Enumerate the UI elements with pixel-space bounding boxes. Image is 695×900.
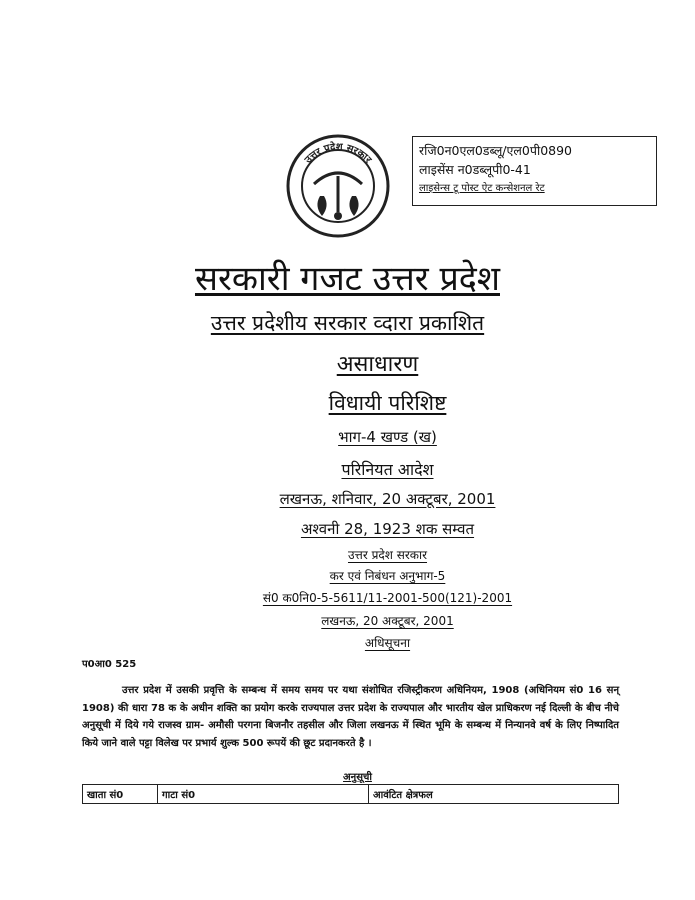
part-label: भाग-4 खण्ड (ख) [338, 428, 437, 446]
government-label: उत्तर प्रदेश सरकार [347, 548, 428, 562]
column-header-khata: खाता सं0 [83, 785, 158, 804]
extraordinary-label: असाधारण [336, 352, 419, 377]
license-to-post: लाइसेन्स टू पोस्ट ऐट कन्सेशनल रेट [419, 183, 545, 194]
license-number: लाइसेंस न0डब्लूपी0-41 [419, 162, 531, 177]
notification-body: उत्तर प्रदेश में उसकी प्रवृत्ति के सम्बन्ध में समय समय पर यथा संशोधित रजिस्ट्रीकरण अधिनियम, 1908 (अधिनियम सं0 16 सन् 1908) की धारा 78 क के अधीन शक्ति का प्रयोग करके राज्यपाल उत्तर प्रदेश के राज्यपाल और भारतीय खेल प्राधिकरण नई दिल्ली के बीच नीचे अनुसूची में दिये गये राजस्व ग्राम- अमौसी परगना बिजनौर तहसील और जिला लखनऊ में स्थित भूमि के सम्बन्ध में निन्यानवे वर्ष के लिए निष्पादित किये जाने वाले पट्टा विलेख पर प्रभार्य शुल्क 500 रूपयें की छूट प्रदानकरते है । [82, 685, 619, 749]
publisher-line: उत्तर प्रदेशीय सरकार व्दारा प्रकाशित [210, 311, 485, 335]
registration-box [412, 136, 657, 206]
registration-number: रजि0न0एल0डब्लू/एल0पी0890 [419, 143, 573, 158]
order-number: सं0 क0नि0-5-5611/11-2001-500(121)-2001 [262, 591, 513, 605]
order-date: लखनऊ, 20 अक्टूबर, 2001 [321, 614, 454, 628]
column-header-area: आवंटित क्षेत्रफल [369, 785, 619, 804]
schedule-table [82, 784, 619, 804]
reference-number: प0आ0 525 [82, 659, 137, 670]
table-header-row [83, 785, 619, 804]
date-line: लखनऊ, शनिवार, 20 अक्टूबर, 2001 [279, 490, 496, 508]
emblem-text: उत्तर प्रदेश सरकार [302, 141, 374, 166]
schedule-title: अनुसूची [343, 772, 372, 783]
department-label: कर एवं निबंधन अनुभाग-5 [329, 569, 446, 583]
gazette-title: सरकारी गजट उत्तर प्रदेश [194, 259, 500, 299]
column-header-gata: गाटा सं0 [158, 785, 369, 804]
saka-date-line: अश्वनी 28, 1923 शक सम्वत [300, 520, 475, 538]
emblem-seal-icon [284, 132, 392, 240]
supplement-label: विधायी परिशिष्ट [328, 391, 447, 415]
notification-heading: अधिसूचना [364, 636, 411, 650]
emblem [284, 132, 392, 240]
category-label: परिनियत आदेश [341, 460, 434, 479]
